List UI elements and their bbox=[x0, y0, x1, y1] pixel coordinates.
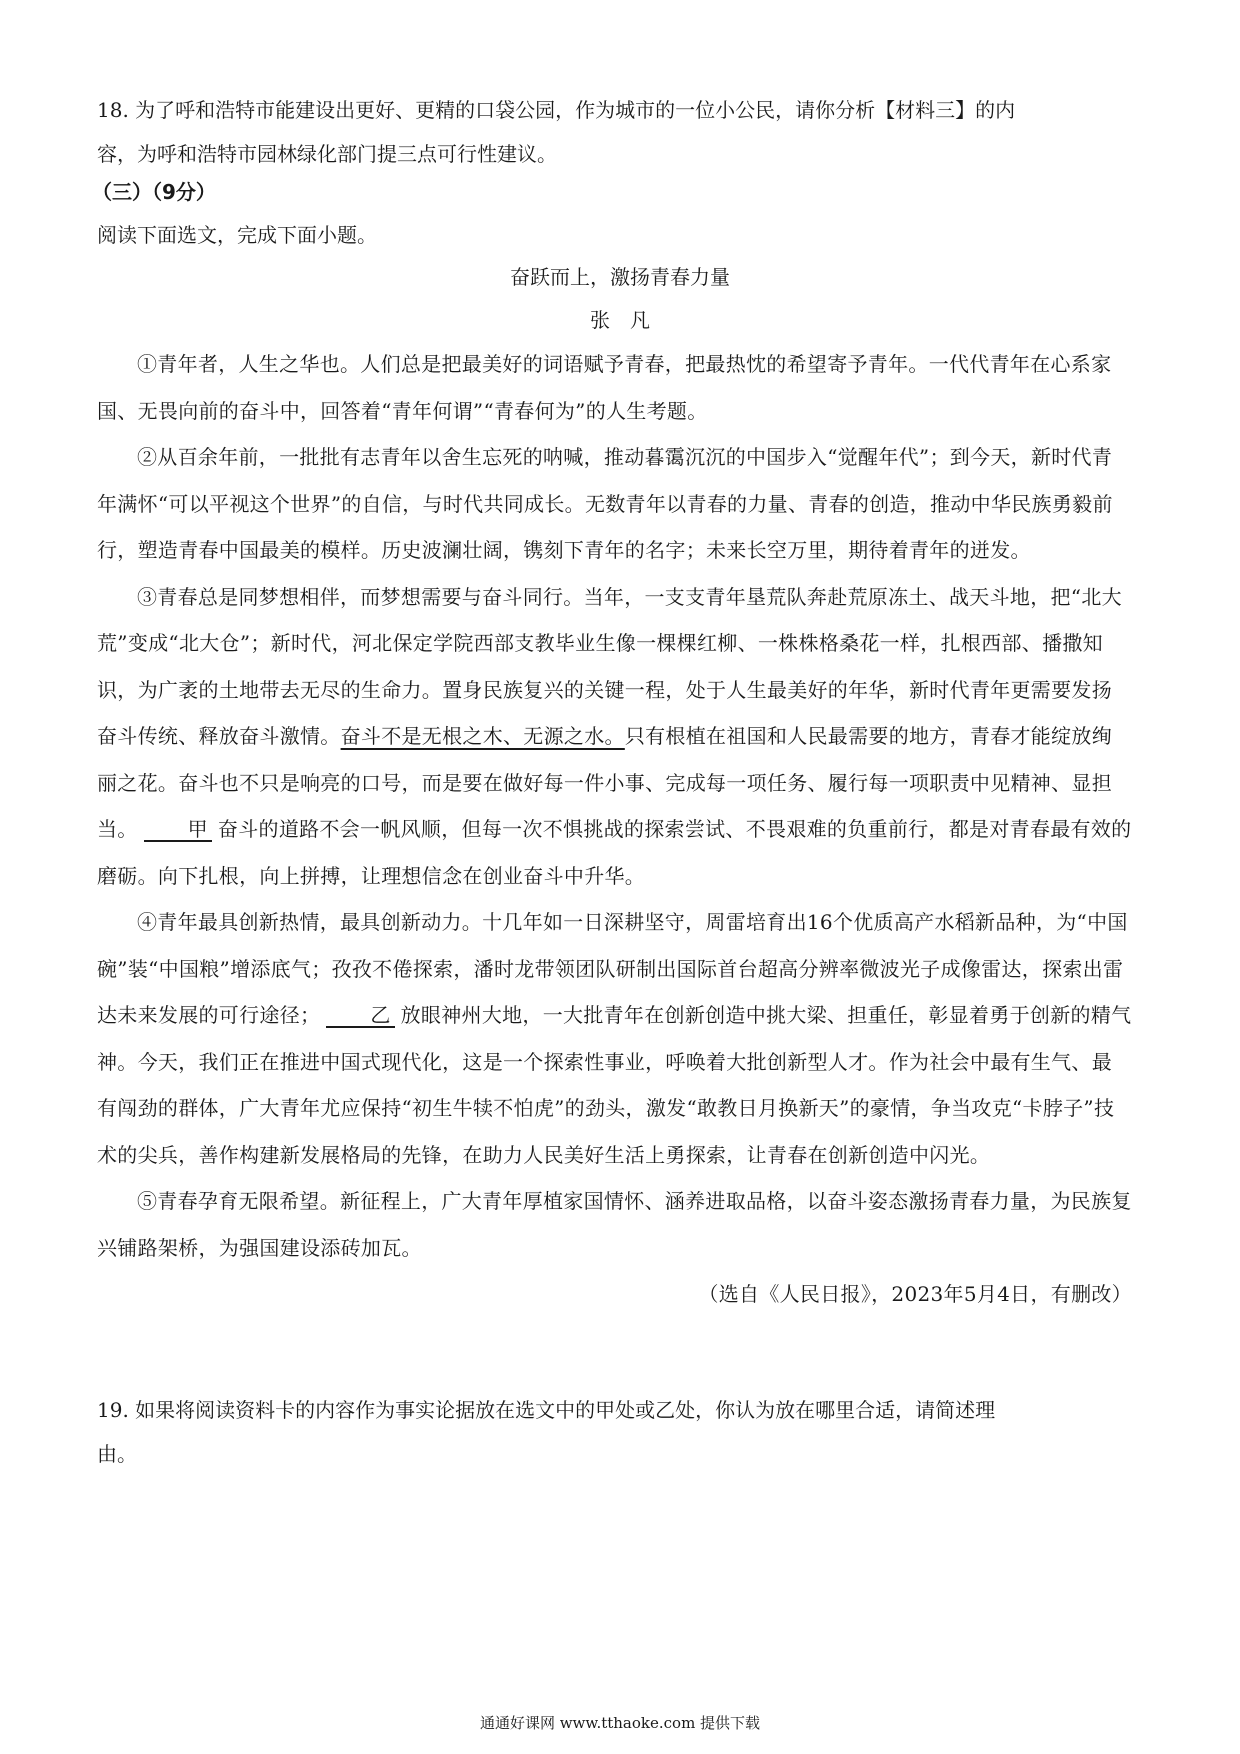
paragraph-3-part-b: 只有根植在祖国和人民最需要的地方，青春才能绽放绚丽之花。奋斗也不只是响亮的口号，而是要在做好每一件小事、完成每一项任务、履行每一项职责中见精神、显担当。 bbox=[97, 724, 1113, 841]
question-19 bbox=[97, 1388, 1132, 1476]
paragraph-1: ①青年者，人生之华也。人们总是把最美好的词语赋予青春，把最热忱的希望寄予青年。一代代青年在心系家国、无畏向前的奋斗中，回答着“青年何谓”“青春何为”的人生考题。 bbox=[97, 352, 1112, 423]
question-19-line-2: 由。 bbox=[97, 1442, 137, 1466]
paragraph-4-part-b: 放眼神州大地，一大批青年在创新创造中挑大梁、担重任，彰显着勇于创新的精气神。今天，我们正在推进中国式现代化，这是一个探索性事业，呼唤着大批创新型人才。作为社会中最有生气、最有闯劲的群体，广大青年尤应保持“初生牛犊不怕虎”的劲头，激发“敢教日月换新天”的豪情，争当攻克“卡脖子”技术的尖兵，善作构建新发展格局的先锋，在助力人民美好生活上勇探索，让青春在创新创造中闪光。 bbox=[97, 1003, 1132, 1167]
section-heading: （三）（9分） bbox=[92, 180, 216, 204]
section-instruction: 阅读下面选文，完成下面小题。 bbox=[97, 223, 377, 247]
article-source: （选自《人民日报》，2023年5月4日，有删改） bbox=[698, 1282, 1132, 1306]
question-19-line-1: 19. 如果将阅读资料卡的内容作为事实论据放在选文中的甲处或乙处，你认为放在哪里合适，请简述理 bbox=[97, 1398, 996, 1422]
article-body bbox=[97, 341, 1132, 1318]
paragraph-3 bbox=[97, 574, 1132, 900]
question-18-line-1: 18. 为了呼和浩特市能建设出更好、更精的口袋公园，作为城市的一位小公民，请你分析【材料三】的内 bbox=[97, 98, 1016, 122]
paragraph-5: ⑤青春孕育无限希望。新征程上，广大青年厚植家国情怀、涵养进取品格，以奋斗姿态激扬青春力量，为民族复兴铺路架桥，为强国建设添砖加瓦。 bbox=[97, 1189, 1132, 1260]
paragraph-2: ②从百余年前，一批批有志青年以舍生忘死的呐喊，推动暮霭沉沉的中国步入“觉醒年代”；到今天，新时代青年满怀“可以平视这个世界”的自信，与时代共同成长。无数青年以青春的力量、青春的创造，推动中华民族勇毅前行，塑造青春中国最美的模样。历史波澜壮阔，镌刻下青年的名字；未来长空万里，期待着青年的迸发。 bbox=[97, 445, 1113, 562]
paragraph-4-part-a: ④青年最具创新热情，最具创新动力。十几年如一日深耕坚守，周雷培育出16个优质高产水稻新品种，为“中国碗”装“中国粮”增添底气；孜孜不倦探索，潘时龙带领团队研制出国际首台超高分辨率微波光子成像雷达，探索出雷达未来发展的可行途径； bbox=[97, 910, 1128, 1027]
page-footer: 通通好课网 www.tthaoke.com 提供下载 bbox=[479, 1714, 761, 1732]
question-18-line-2: 容，为呼和浩特市园林绿化部门提三点可行性建议。 bbox=[97, 142, 557, 166]
paragraph-3-part-c: 奋斗的道路不会一帆风顺，但每一次不惧挑战的探索尝试、不畏艰难的负重前行，都是对青春最有效的磨砺。向下扎根，向上拼搏，让理想信念在创业奋斗中升华。 bbox=[97, 817, 1132, 888]
blank-yi: 乙 bbox=[326, 1004, 394, 1028]
article-title: 奋跃而上，激扬青春力量 bbox=[510, 265, 730, 289]
blank-jia: 甲 bbox=[144, 818, 212, 842]
underlined-sentence: 奋斗不是无根之木、无源之水。 bbox=[340, 724, 625, 748]
paragraph-3-part-a: ③青春总是同梦想相伴，而梦想需要与奋斗同行。当年，一支支青年垦荒队奔赴荒原冻土、战天斗地，把“北大荒”变成“北大仓”；新时代，河北保定学院西部支教毕业生像一棵棵红柳、一株株格桑花一样，扎根西部、播撒知识，为广袤的土地带去无尽的生命力。置身民族复兴的关键一程，处于人生最美好的年华，新时代青年更需要发扬奋斗传统、释放奋斗激情。 bbox=[97, 584, 1122, 748]
article-author: 张 凡 bbox=[590, 308, 650, 332]
paragraph-4 bbox=[97, 899, 1132, 1178]
question-18 bbox=[97, 88, 1132, 176]
